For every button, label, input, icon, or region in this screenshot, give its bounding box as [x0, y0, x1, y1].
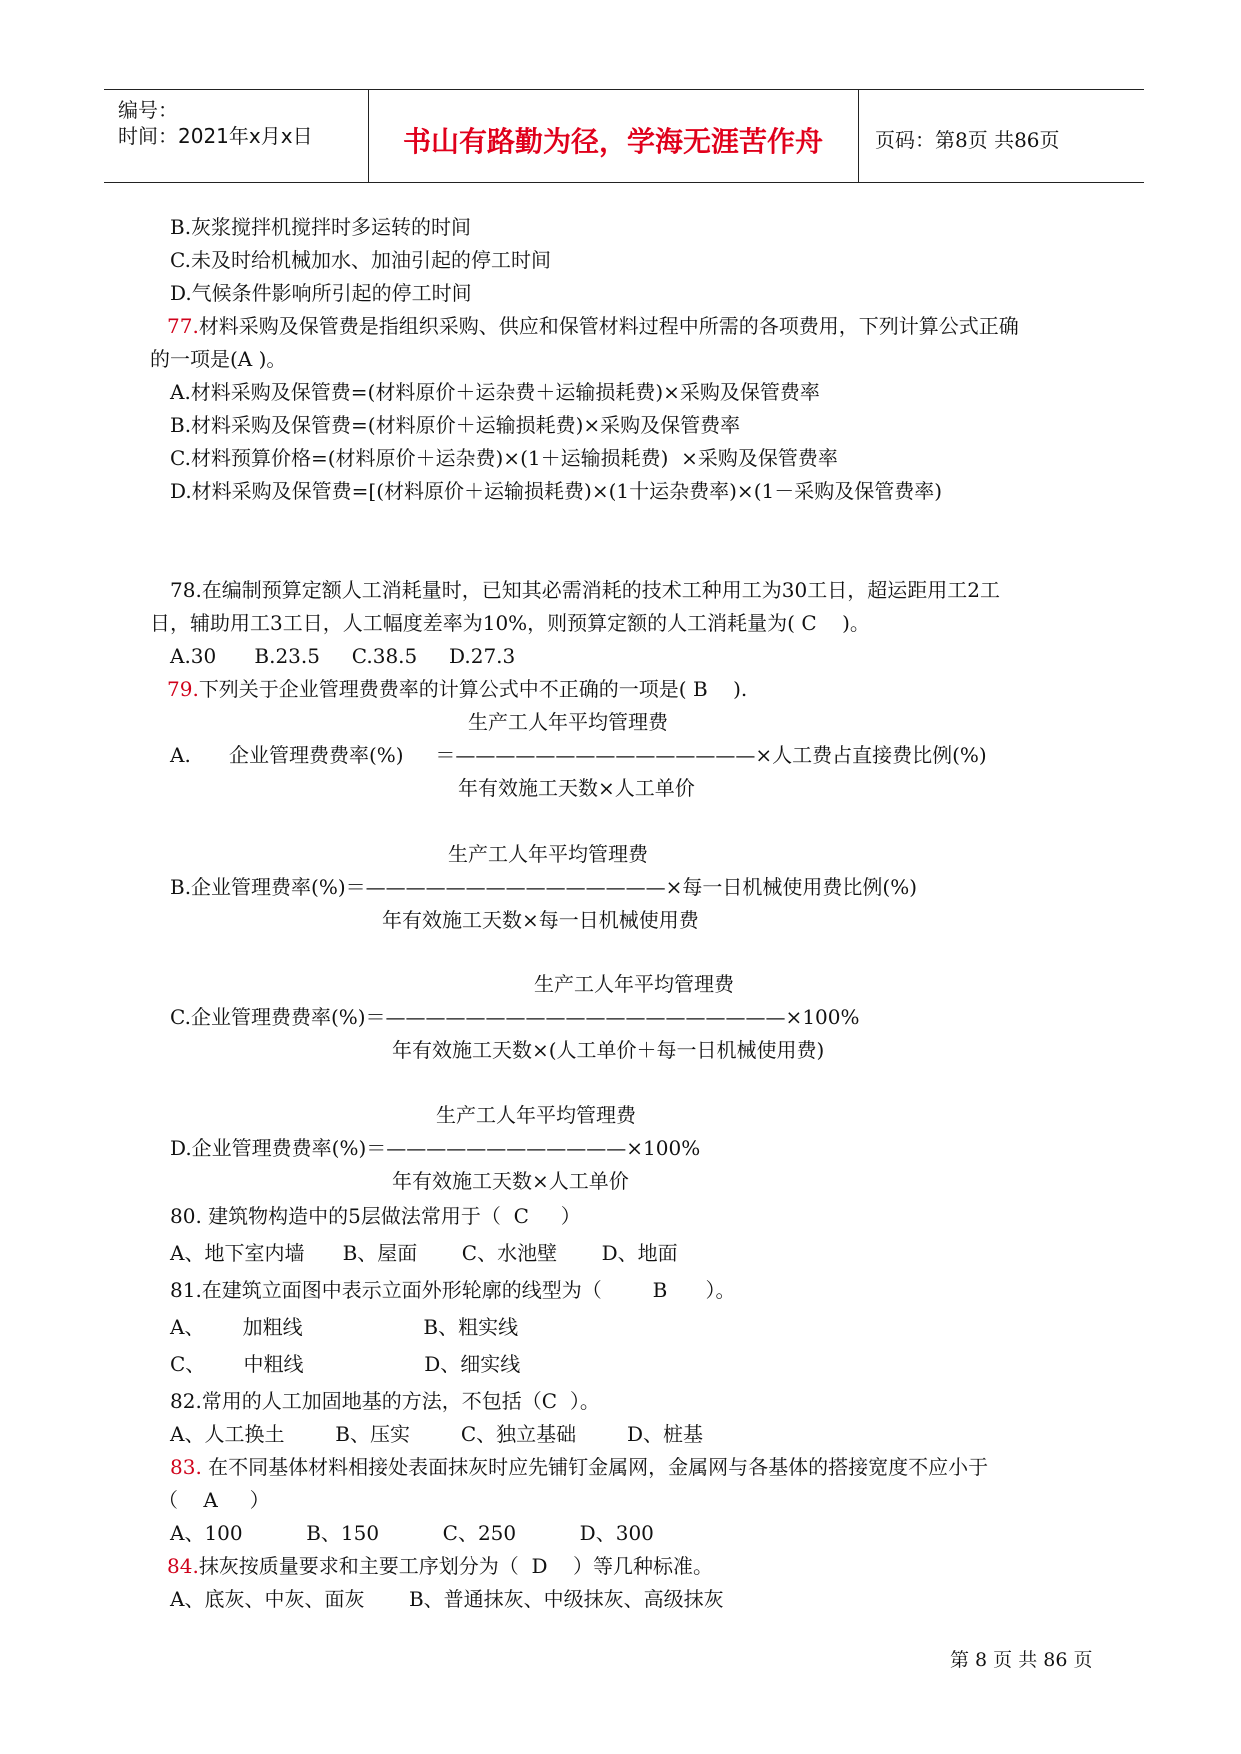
- question-84: 84.抹灰按质量要求和主要工序划分为（ D ）等几种标准。: [167, 1554, 713, 1578]
- page-footer: 第 8 页 共 86 页: [950, 1649, 1093, 1671]
- formula-line: A. 企业管理费费率(%) ＝———————————————×人工费占直接费比例(%): [170, 743, 987, 767]
- formula-numerator: 生产工人年平均管理费: [448, 842, 648, 866]
- question-82: 82.常用的人工加固地基的方法，不包括（C ）。: [170, 1389, 600, 1413]
- header-motto: 书山有路勤为径，学海无涯苦作舟: [402, 125, 823, 158]
- text-line: C.未及时给机械加水、加油引起的停工时间: [170, 248, 551, 272]
- text-line: 的一项是(A )。: [150, 347, 287, 371]
- question-81: 81.在建筑立面图中表示立面外形轮廓的线型为（ B ）。: [170, 1278, 736, 1302]
- text-line: D.气候条件影响所引起的停工时间: [170, 281, 472, 305]
- formula-denominator: 年有效施工天数×每一日机械使用费: [382, 908, 699, 932]
- question-number: 77.: [167, 314, 199, 338]
- formula-denominator: 年有效施工天数×人工单价: [458, 776, 695, 800]
- question-79: 79.下列关于企业管理费费率的计算公式中不正确的一项是( B ).: [167, 677, 748, 701]
- formula-line: D.企业管理费费率(%)＝————————————×100%: [170, 1136, 701, 1160]
- text-line: 日，辅助用工3工日，人工幅度差率为10%，则预算定额的人工消耗量为( C )。: [150, 611, 870, 635]
- header-left-cell: [104, 90, 369, 182]
- page-header: [104, 89, 1144, 183]
- formula-line: B.企业管理费率(%)＝———————————————×每一日机械使用费比例(%): [170, 875, 918, 899]
- question-78: 78.在编制预算定额人工消耗量时，已知其必需消耗的技术工种用工为30工日，超运距用工2工: [170, 578, 1000, 602]
- doc-time: 时间：2021年x月x日: [118, 124, 313, 148]
- formula-denominator: 年有效施工天数×(人工单价＋每一日机械使用费): [392, 1038, 825, 1062]
- question-77: 77.材料采购及保管费是指组织采购、供应和保管材料过程中所需的各项费用，下列计算公式正确: [167, 314, 1019, 338]
- text-line: B.材料采购及保管费=(材料原价＋运输损耗费)×采购及保管费率: [170, 413, 741, 437]
- text-line: A、100 B、150 C、250 D、300: [170, 1521, 654, 1545]
- question-number: 79.: [167, 677, 199, 701]
- text-line: D.材料采购及保管费=[(材料原价＋运输损耗费)×(1十运杂费率)×(1－采购及保管费率): [170, 479, 943, 503]
- question-83: 83. 在不同基体材料相接处表面抹灰时应先铺钉金属网，金属网与各基体的搭接宽度不应小于: [170, 1455, 989, 1479]
- text-line: A.材料采购及保管费=(材料原价＋运杂费＋运输损耗费)×采购及保管费率: [170, 380, 820, 404]
- formula-numerator: 生产工人年平均管理费: [436, 1103, 636, 1127]
- text-line: A、地下室内墙 B、屋面 C、水池壁 D、地面: [170, 1241, 678, 1265]
- header-right-cell: [859, 90, 1144, 182]
- question-number: 83.: [170, 1455, 202, 1479]
- formula-numerator: 生产工人年平均管理费: [534, 972, 734, 996]
- header-page-number: 页码：第8页 共86页: [875, 128, 1060, 152]
- text-line: A、 加粗线 B、粗实线: [170, 1315, 519, 1339]
- question-number: 84.: [167, 1554, 199, 1578]
- text-line: C、 中粗线 D、细实线: [170, 1352, 521, 1376]
- header-middle-cell: [368, 90, 859, 182]
- formula-line: C.企业管理费费率(%)＝————————————————————×100%: [170, 1005, 860, 1029]
- text-line: A、人工换土 B、压实 C、独立基础 D、桩基: [170, 1422, 704, 1446]
- formula-numerator: 生产工人年平均管理费: [468, 710, 668, 734]
- text-line: A.30 B.23.5 C.38.5 D.27.3: [170, 644, 516, 668]
- question-80: 80. 建筑物构造中的5层做法常用于（ C ）: [170, 1204, 581, 1228]
- text-line: （ A ）: [158, 1488, 270, 1512]
- formula-denominator: 年有效施工天数×人工单价: [392, 1169, 629, 1193]
- text-line: C.材料预算价格=(材料原价＋运杂费)×(1＋运输损耗费) ×采购及保管费率: [170, 446, 838, 470]
- text-line: A、底灰、中灰、面灰 B、普通抹灰、中级抹灰、高级抹灰: [170, 1587, 724, 1611]
- doc-number-label: 编号：: [118, 98, 178, 122]
- text-line: B.灰浆搅拌机搅拌时多运转的时间: [170, 215, 472, 239]
